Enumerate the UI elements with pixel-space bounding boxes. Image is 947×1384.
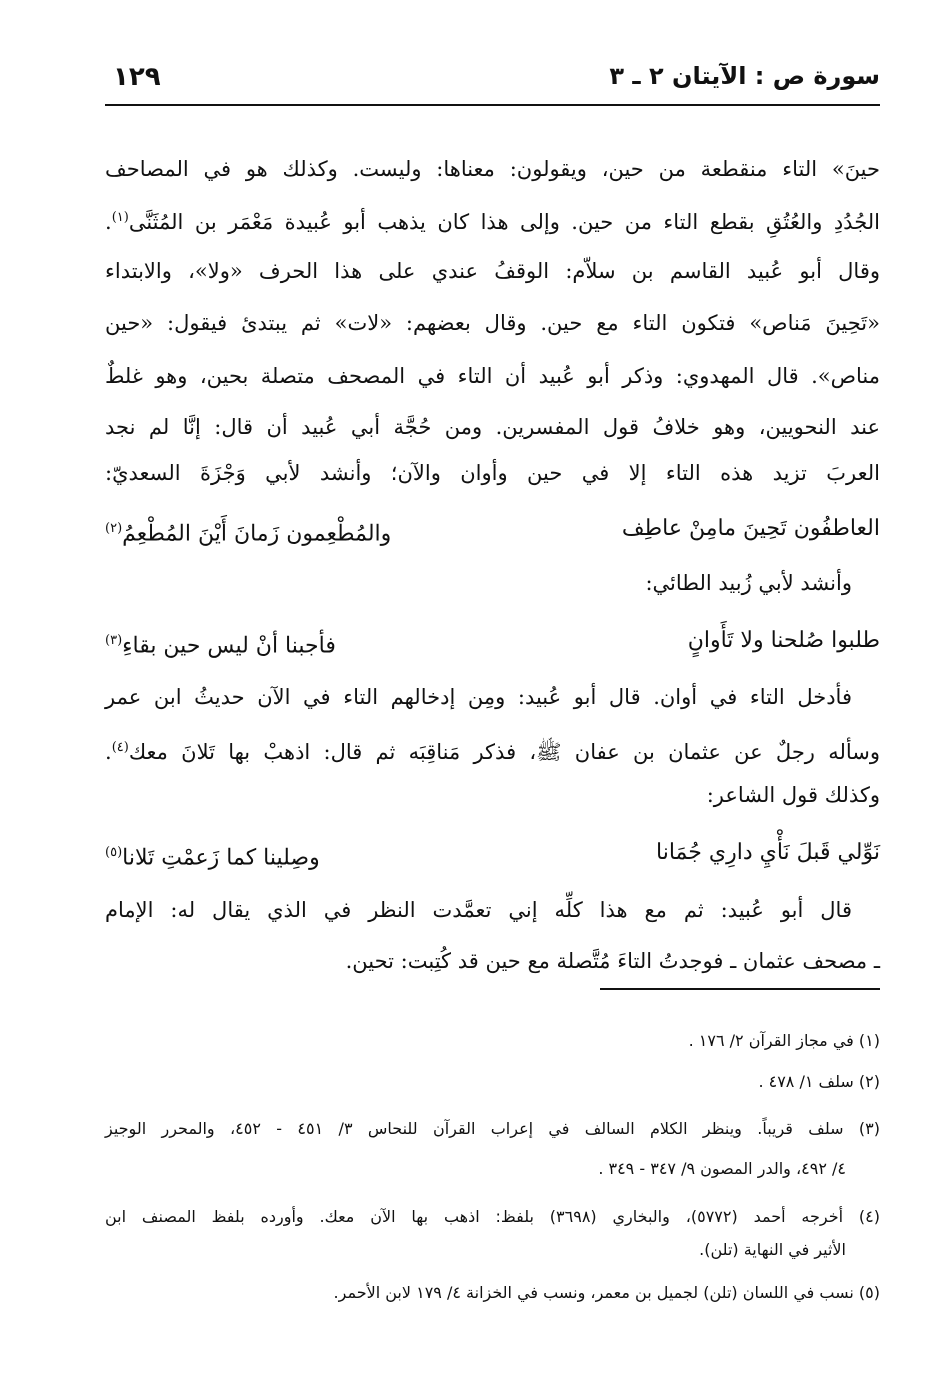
text-line: «تَحِينَ مَناص» فتكون التاء مع حين. وقال بعضهم: «لات» ثم يبتدئ فيقول: «حين xyxy=(105,311,880,335)
verse-second-text: فأجبنا أنْ ليس حين بقاءِ xyxy=(122,633,336,659)
text-line: حينَ» التاء منقطعة من حين، ويقولون: معناها: وليست. وكذلك هو في المصاحف xyxy=(105,157,880,181)
footnote-separator xyxy=(600,988,880,990)
verse-first-hemistich: طلبوا صُلحنا ولا تَأَوانٍ xyxy=(687,628,880,653)
footnote-ref: (٣) xyxy=(105,633,123,648)
text-line-end: . xyxy=(105,740,112,764)
text-line: وأنشد لأبي زُبيد الطائي: xyxy=(645,571,852,595)
text-line: وقال أبو عُبيد القاسم بن سلاّم: الوقفُ عندي على هذا الحرف «ولا»، والابتداء xyxy=(105,259,880,283)
footnote-ref: (٤) xyxy=(111,740,129,755)
header-title: سورة ص : الآيتان ٢ ـ ٣ xyxy=(609,62,880,90)
footnote: (٥) نسب في اللسان (تلن) لجميل بن معمر، ونسب في الخزانة ٤/ ١٧٩ لابن الأحمر. xyxy=(333,1283,880,1302)
text-line xyxy=(105,203,880,237)
text-line: قال أبو عُبيد: ثم مع هذا كلِّه إني تعمَّدت النظر في الذي يقال له: الإمام xyxy=(105,898,852,922)
footnote-continuation: الأثير في النهاية (تلن). xyxy=(699,1240,846,1259)
text-line xyxy=(105,733,880,767)
verse-second-text: وصِلينا كما زَعمْتِ تَلانا xyxy=(122,845,320,871)
verse-first-hemistich: نَوِّلي قَبلَ نَأْيِ دارِي جُمَانا xyxy=(656,840,880,865)
text-line: العربَ تزيد هذه التاء إلا في حين وأوان والآن؛ وأنشد لأبي وَجْزَةَ السعديّ: xyxy=(105,461,880,485)
verse-second-text: والمُطْعِمون زَمانَ أَيْنَ المُطْعِمُ xyxy=(122,521,392,547)
verse-first-hemistich: العاطفُون تَحِينَ مامِنْ عاطِف xyxy=(621,516,880,541)
text-line-body: وسأله رجلٌ عن عثمان بن عفان ﷺ، فذكر مَناقِبَه ثم قال: اذهبْ بها تَلانَ معك xyxy=(128,740,880,764)
text-line: وكذلك قول الشاعر: xyxy=(706,783,880,807)
verse-second-hemistich xyxy=(105,836,320,875)
text-line: ـ مصحف عثمان ـ فوجدتُ التاءَ مُتَّصلة مع حين قد كُتِبت: تحين. xyxy=(345,949,880,973)
text-line-body: الجُدُدِ والعُتُقِ بقطع التاء من حين. وإلى هذا كان يذهب أبو عُبيدة مَعْمَر بن المُثَنَّى xyxy=(128,210,880,234)
page-number: ١٢٩ xyxy=(113,62,161,92)
footnote-continuation: ٤/ ٤٩٢، والدر المصون ٩/ ٣٤٧ - ٣٤٩ . xyxy=(598,1159,846,1178)
footnote: (٣) سلف قريباً. وينظر الكلام السالف في إعراب القرآن للنحاس ٣/ ٤٥١ - ٤٥٢، والمحرر الوجيز xyxy=(105,1119,880,1138)
running-header xyxy=(105,62,880,102)
verse-second-hemistich xyxy=(105,512,391,551)
footnote-ref: (٥) xyxy=(105,845,123,860)
header-rule xyxy=(105,104,880,106)
footnote: (١) في مجاز القرآن ٢/ ١٧٦ . xyxy=(688,1031,880,1050)
text-line-end: . xyxy=(105,210,112,234)
verse-second-hemistich xyxy=(105,624,336,663)
text-line: عند النحويين، وهو خلافُ قول المفسرين. ومن حُجَّة أبي عُبيد أن قال: إنَّا لم نجد xyxy=(105,415,880,439)
text-line: فأدخل التاء في أوان. قال أبو عُبيد: ومِن إدخالهم التاء في الآن حديثُ ابن عمر xyxy=(105,685,852,709)
footnote-ref: (١) xyxy=(111,210,129,225)
text-line: مناص». قال المهدوي: وذكر أبو عُبيد أن التاء في المصحف متصلة بحين، وهو غلطٌ xyxy=(105,364,881,388)
footnote-ref: (٢) xyxy=(105,521,123,536)
footnote: (٢) سلف ١/ ٤٧٨ . xyxy=(758,1072,880,1091)
footnote: (٤) أخرجه أحمد (٥٧٧٢)، والبخاري (٣٦٩٨) بلفظ: اذهب بها الآن معك. وأورده بلفظ المصنف ابن xyxy=(105,1207,880,1226)
